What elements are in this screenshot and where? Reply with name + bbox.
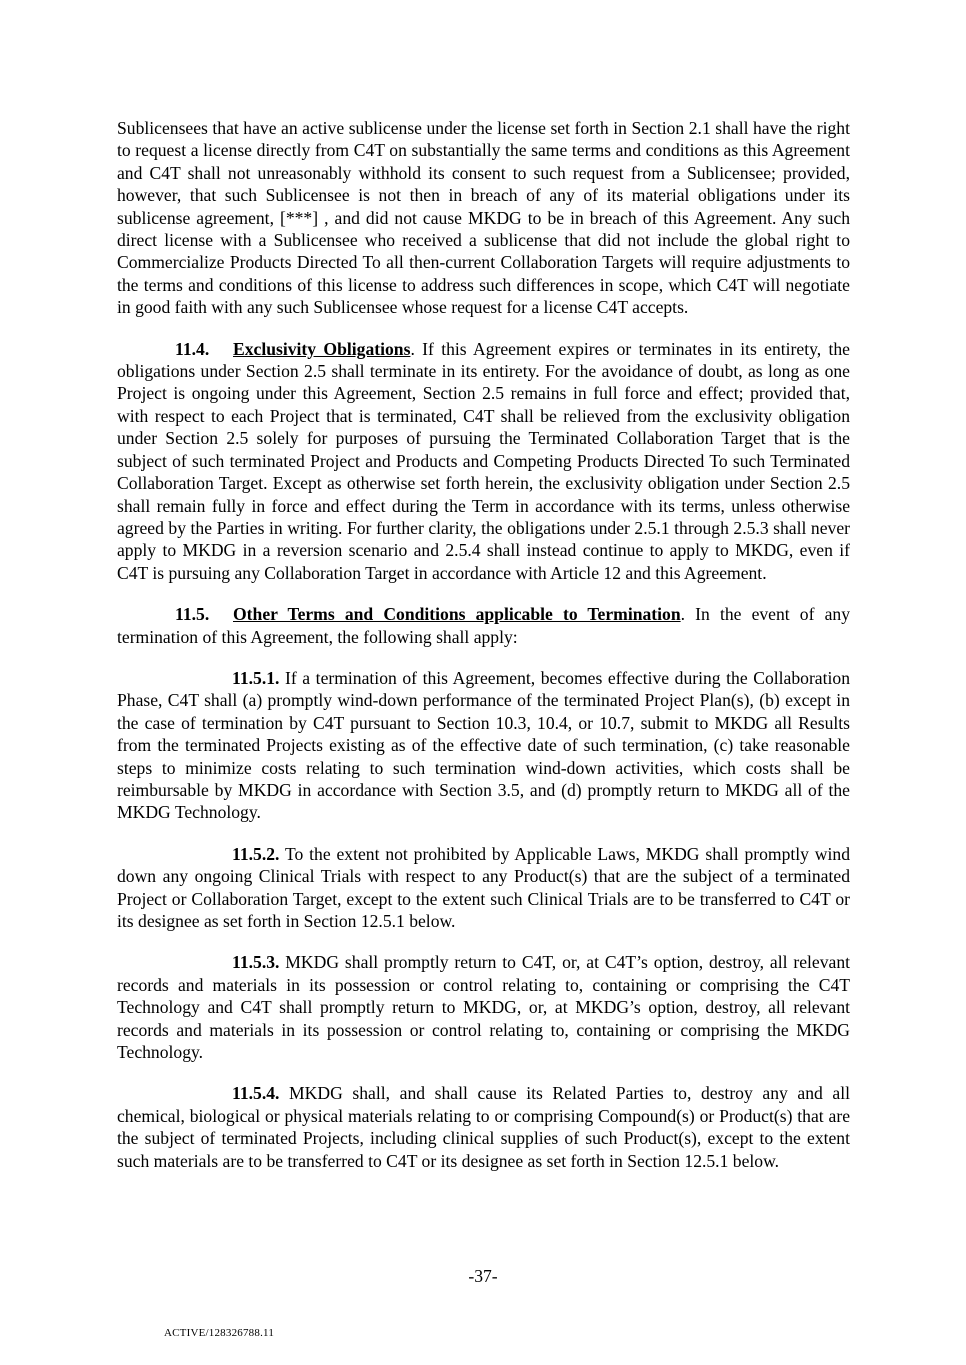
- section-number: 11.5.4.: [232, 1083, 280, 1104]
- section-title: Other Terms and Conditions applicable to Termination: [233, 604, 681, 625]
- section-11-5: [117, 603, 850, 648]
- section-text: If a termination of this Agreement, becomes effective during the Collaboration Phase, C4T shall (a) promptly wind-down performance of the terminated Project Plan(s), (b) except in the case of termination by C4T pursuant to Section 10.3, 10.4, or 10.7, submit to MKDG all Results from the terminated Projects existing as of the effective date of such termination, (c) take reasonable steps to minimize costs relating to such termination wind-down activities, which costs shall be reimbursable by MKDG in accordance with Section 3.5, and (d) promptly return to MKDG all of the MKDG Technology.: [117, 667, 850, 823]
- section-text: MKDG shall promptly return to C4T, or, at C4T’s option, destroy, all relevant records and materials in its possession or control relating to, containing or comprising the C4T Technology and C4T shall promptly return to MKDG, or, at MKDG’s option, destroy, all relevant records and materials in its possession or control relating to, containing or comprising the MKDG Technology.: [117, 952, 850, 1063]
- section-number: 11.5.3.: [232, 952, 280, 973]
- section-11-5-1: [117, 667, 850, 824]
- section-number: 11.5.: [175, 604, 210, 625]
- section-11-5-3: [117, 951, 850, 1063]
- section-number: 11.5.2.: [232, 843, 280, 864]
- section-text: MKDG shall, and shall cause its Related Parties to, destroy any and all chemical, biological or physical materials relating to or comprising Compound(s) or Product(s) that are the subject of terminated Projects, including clinical supplies of such Product(s), except to the extent such materials are to be transferred to C4T or its designee as set forth in Section 12.5.1 below.: [117, 1083, 850, 1171]
- paragraph-sublicensees: Sublicensees that have an active sublicense under the license set forth in Section 2.1 shall have the right to request a license directly from C4T on substantially the same terms and conditions as this Agreement and C4T shall not unreasonably withhold its consent to such request from a Sublicensee; provided, however, that such Sublicensee is not then in breach of any of its material obligations under its sublicense agreement, [***] , and did not cause MKDG to be in breach of this Agreement. Any such direct license with a Sublicensee who received a sublicense that did not include the global right to Commercialize Products Directed To all then-current Collaboration Targets will require adjustments to the terms and conditions of this license to address such differences in scope, which C4T will negotiate in good faith with any such Sublicensee whose request for a license C4T accepts.: [117, 118, 850, 318]
- section-text: . If this Agreement expires or terminates in its entirety, the obligations under Section 2.5 shall terminate in its entirety. For the avoidance of doubt, as long as one Project is ongoing under this Agreement, Section 2.5 remains in full force and effect; provided that, with respect to each Project that is terminated, C4T shall be relieved from the exclusivity obligation under Section 2.5 solely for purposes of pursuing the Terminated Collaboration Target that is the subject of such terminated Project and Products and Competing Products Directed To such Terminated Collaboration Target. Except as otherwise set forth herein, the exclusivity obligation under Section 2.5 shall remain fully in force and effect during the Term in accordance with its terms, unless otherwise agreed by the Parties in writing. For further clarity, the obligations under 2.5.1 through 2.5.3 shall never apply to MKDG in a reversion scenario and 2.5.4 shall instead continue to apply to MKDG, even if C4T is pursuing any Collaboration Target in accordance with Article 12 and this Agreement.: [117, 338, 850, 583]
- document-id: ACTIVE/128326788.11: [164, 1327, 275, 1339]
- section-number: 11.4.: [175, 338, 210, 359]
- section-text: To the extent not prohibited by Applicable Laws, MKDG shall promptly wind down any ongoing Clinical Trials with respect to any Product(s) that are the subject of a terminated Project or Collaboration Target, except to the extent such Clinical Trials are to be transferred to C4T or its designee as set forth in Section 12.5.1 below.: [117, 843, 850, 931]
- section-11-5-2: [117, 843, 850, 933]
- section-11-4: [117, 338, 850, 584]
- section-number: 11.5.1.: [232, 667, 280, 688]
- document-body: [117, 117, 850, 1172]
- page-number: -37-: [468, 1266, 498, 1286]
- section-11-5-4: [117, 1082, 850, 1172]
- section-title: Exclusivity Obligations: [233, 338, 411, 359]
- section-text: . In the event of any termination of this Agreement, the following shall apply:: [117, 604, 851, 647]
